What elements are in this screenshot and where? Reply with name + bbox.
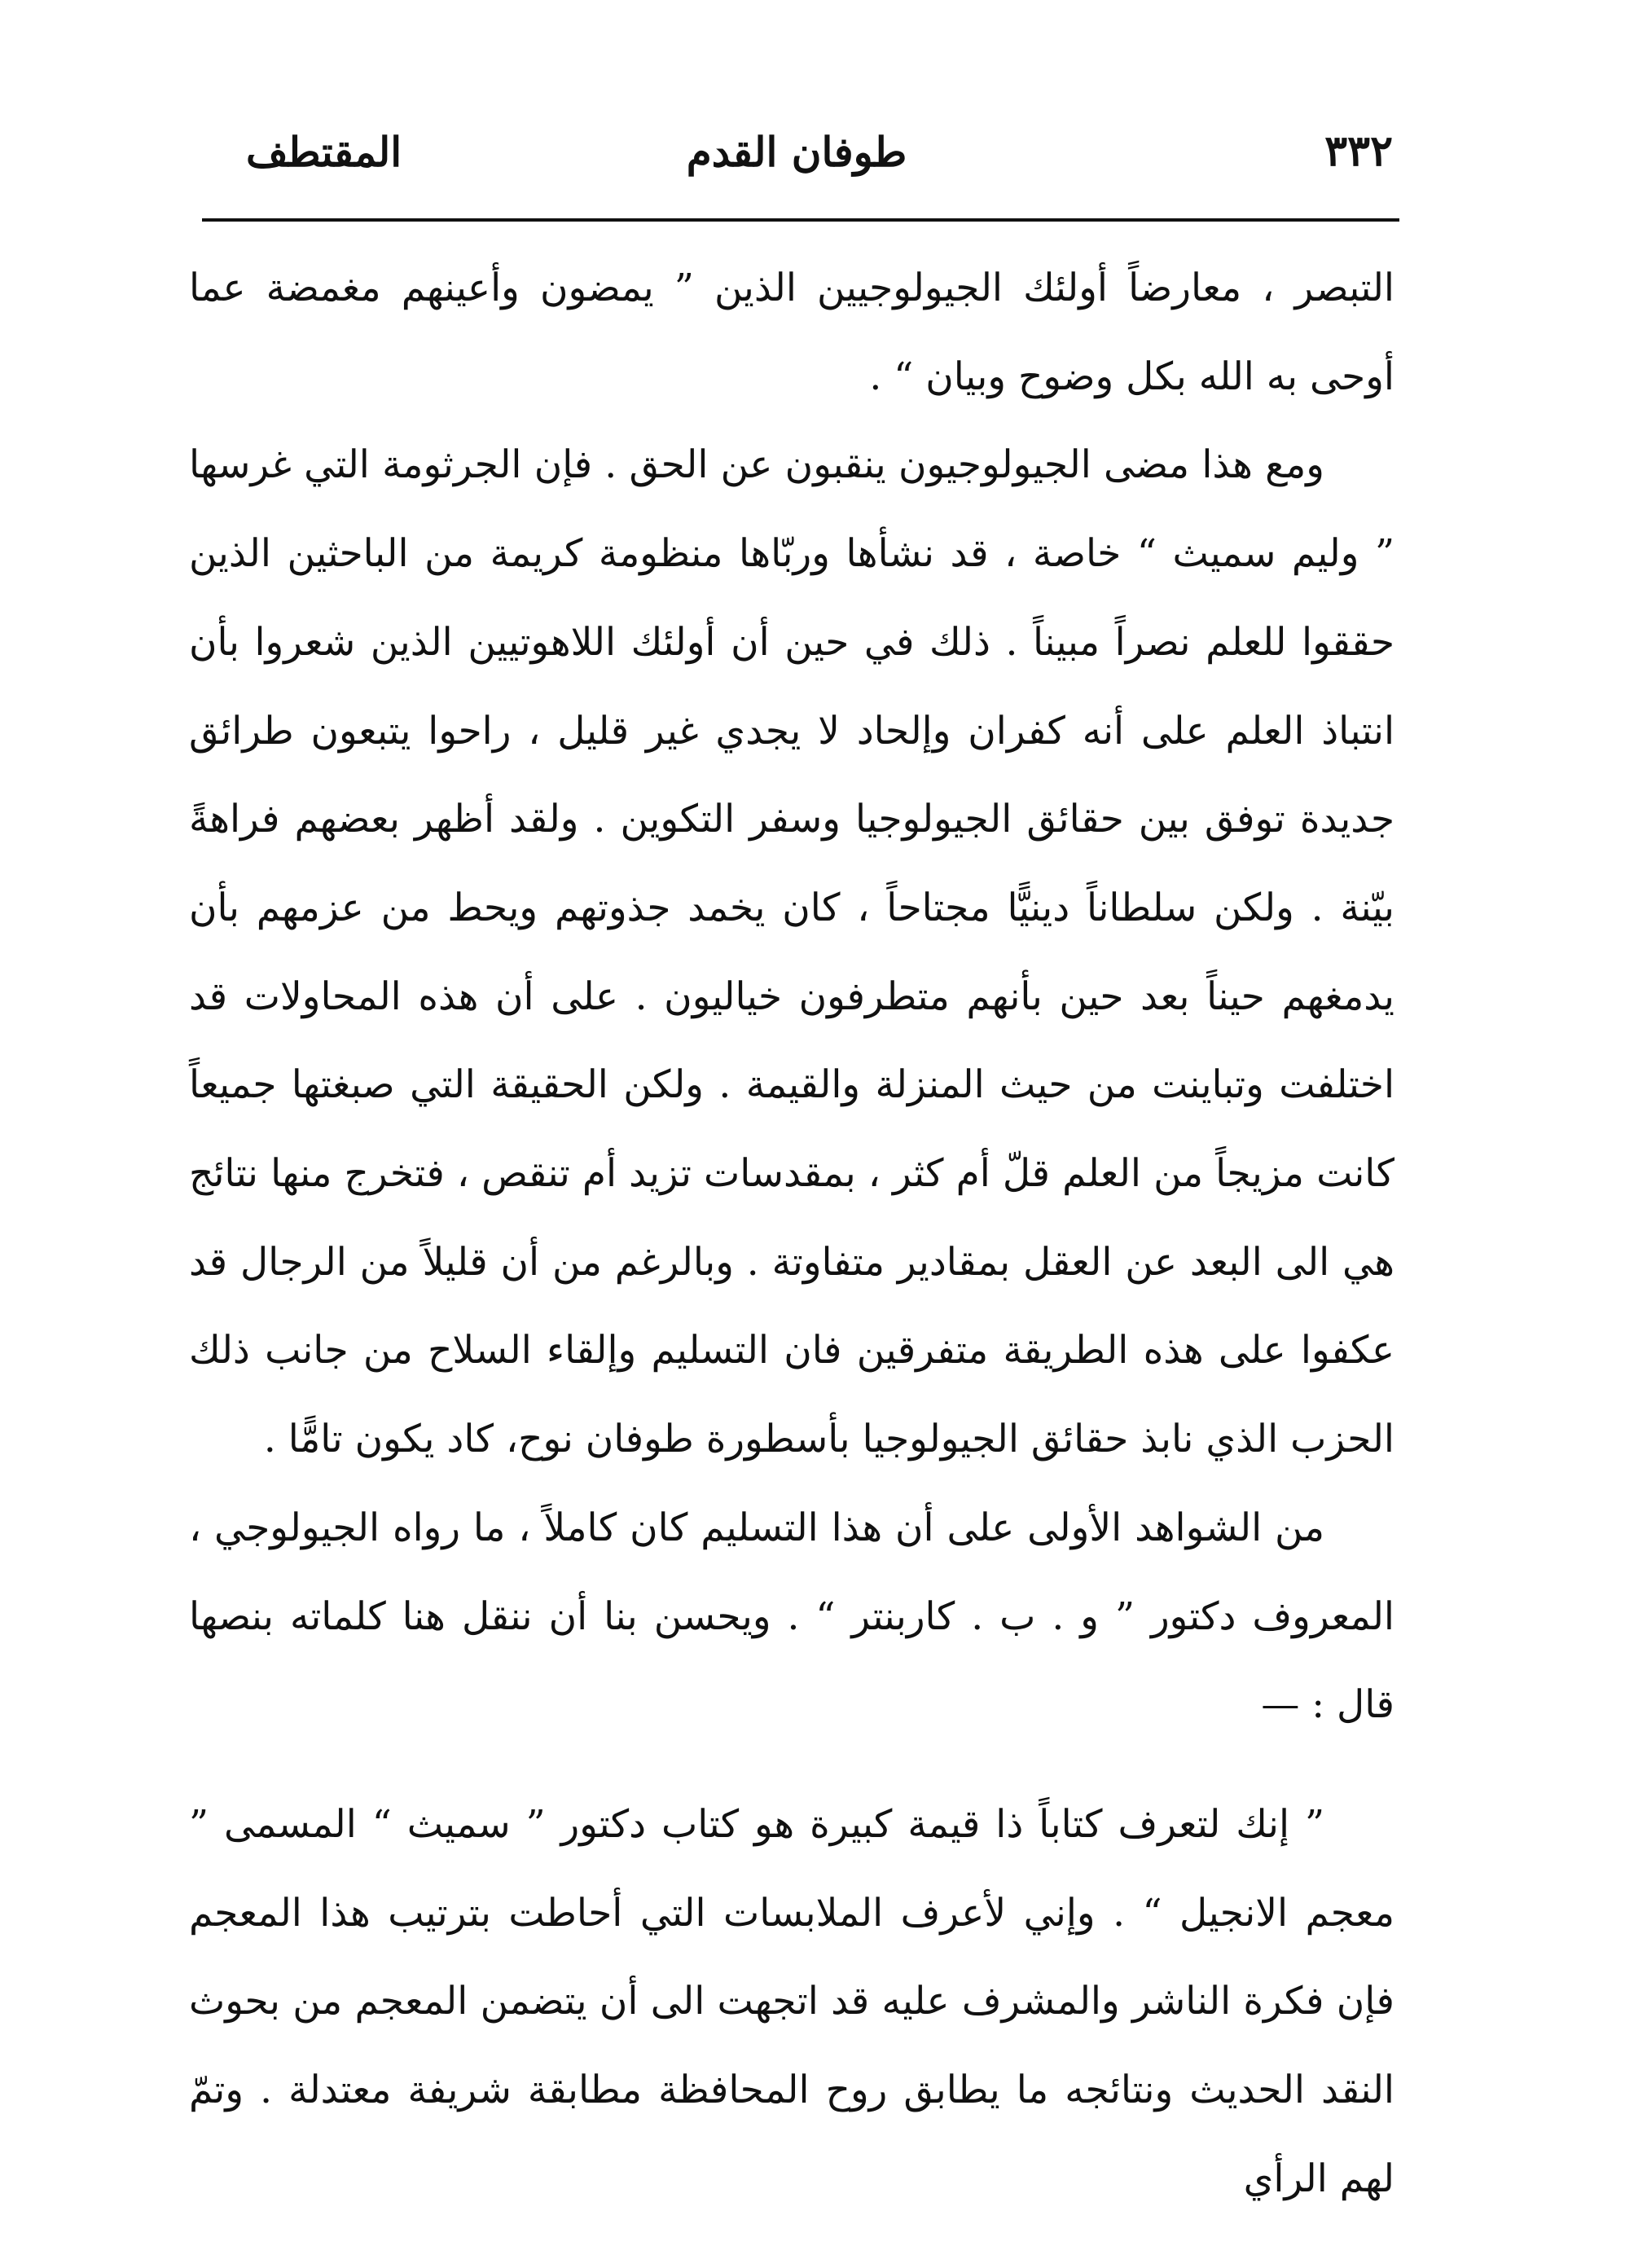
running-header xyxy=(189,114,1404,204)
paragraph-continued: التبصر ، معارضاً أولئك الجيولوجيين الذين ” يمضون وأعينهم مغمضة عما أوحى به الله بكل وضوح وبيان “ . xyxy=(189,266,1394,399)
paragraph-quotation: ” إنك لتعرف كتاباً ذا قيمة كبيرة هو كتاب دكتور ” سميث “ المسمى ” معجم الانجيل “ . وإني لأعرف الملابسات التي أحاطت بترتيب هذا المعجم فإن فكرة الناشر والمشرف عليه قد اتجهت الى أن يتضمن المعجم من بحوث النقد الحديث ونتائجه ما يطابق روح المحافظة مطابقة شريفة معتدلة . وتمّ لهم الرأي xyxy=(189,1801,1394,2201)
page-number: ٣٣٢ xyxy=(1324,126,1393,176)
paragraph-geologists: ومع هذا مضى الجيولوجيون ينقبون عن الحق . فإن الجرثومة التي غرسها ” وليم سميث “ خاصة ، قد نشأها وربّاها منظومة كريمة من الباحثين الذين حققوا للعلم نصراً مبيناً . ذلك في حين أن أولئك اللاهوتيين الذين شعروا بأن انتباذ العلم على أنه كفران وإلحاد لا يجدي غير قليل ، راحوا يتبعون طرائق جديدة توفق بين حقائق الجيولوجيا وسفر التكوين . ولقد أظهر بعضهم فراهةً بيّنة . ولكن سلطاناً دينيًّا مجتاحاً ، كان يخمد جذوتهم ويحط من عزمهم بأن يدمغهم حيناً بعد حين بأنهم متطرفون خياليون . على أن هذه المحاولات قد اختلفت وتباينت من حيث المنزلة والقيمة . ولكن الحقيقة التي صبغتها جميعاً كانت مزيجاً من العلم قلّ أم كثر ، بمقدسات تزيد أم تنقص ، فتخرج منها نتائج هي الى البعد عن العقل بمقادير متفاوتة . وبالرغم من أن قليلاً من الرجال قد عكفوا على هذه الطريقة متفرقين فان التسليم وإلقاء السلاح من جانب ذلك الحزب الذي نابذ حقائق الجيولوجيا بأسطورة طوفان نوح، كاد يكون تامًّا . xyxy=(189,442,1394,1462)
body-text xyxy=(189,244,1394,2223)
journal-name: المقتطف xyxy=(246,128,402,176)
paragraph-witness: من الشواهد الأولى على أن هذا التسليم كان كاملاً ، ما رواه الجيولوجي ، المعروف دكتور ” و . ب . كاربنتر “ . ويحسن بنا أن ننقل هنا كلماته بنصها قال : — xyxy=(189,1505,1394,1728)
chapter-title: طوفان القدم xyxy=(686,128,907,176)
header-rule xyxy=(202,218,1399,222)
